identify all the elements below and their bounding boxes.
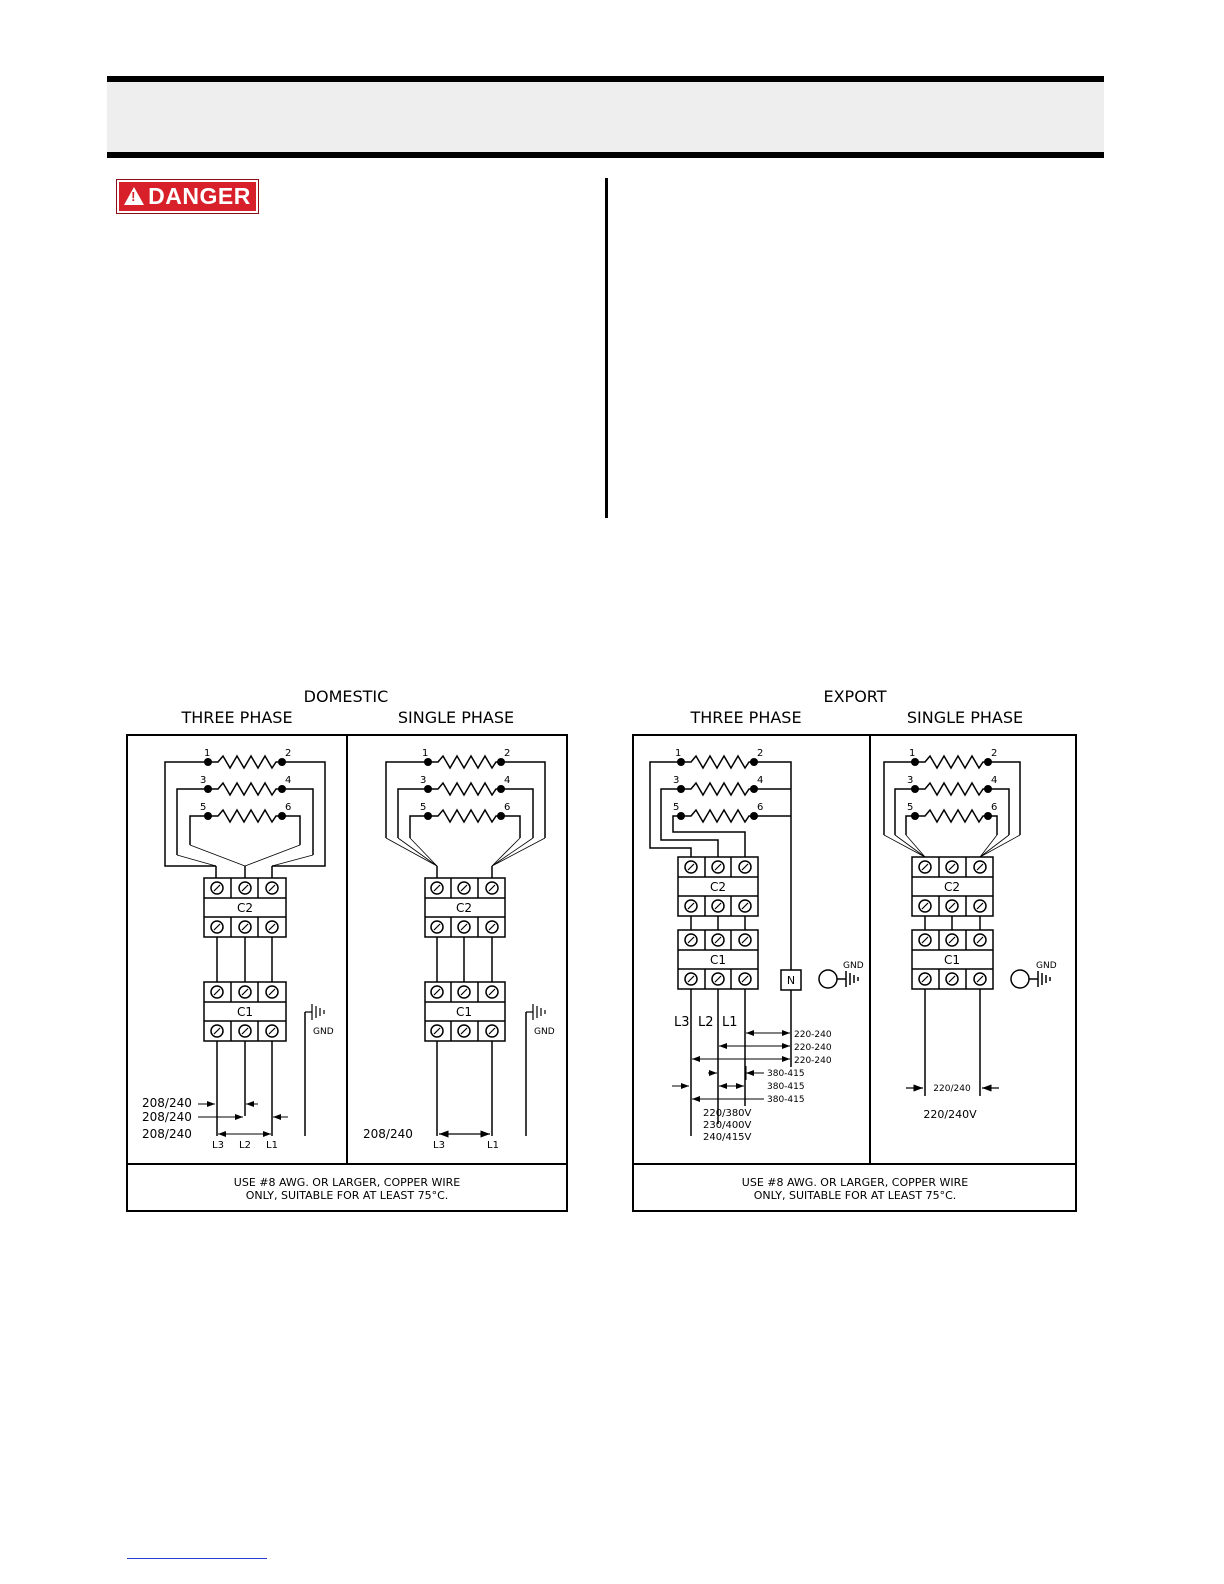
e3-c1-label: C1 xyxy=(709,953,727,967)
d3-element-2: 2 xyxy=(285,748,292,759)
e1-element-5: 5 xyxy=(907,802,914,813)
d1-element-6: 6 xyxy=(504,802,511,813)
e3-ll-voltage-2: 380-415 xyxy=(767,1082,805,1092)
e3-line-l1: L1 xyxy=(722,1015,738,1030)
e3-system-voltage-1: 220/380V xyxy=(703,1108,752,1119)
e1-element-4: 4 xyxy=(991,775,998,786)
domestic-3ph-elements xyxy=(165,756,325,878)
d3-element-3: 3 xyxy=(200,775,207,786)
e3-element-3: 3 xyxy=(673,775,680,786)
domestic-note-line2: ONLY, SUITABLE FOR AT LEAST 75°C. xyxy=(245,1189,449,1202)
domestic-1ph-elements xyxy=(386,756,545,878)
e3-line-l2: L2 xyxy=(698,1015,714,1030)
e3-ln-voltage-1: 220-240 xyxy=(794,1030,832,1040)
domestic-single-phase-heading: SINGLE PHASE xyxy=(397,708,515,727)
d3-element-5: 5 xyxy=(200,802,207,813)
d1-line-l1: L1 xyxy=(487,1140,499,1151)
e3-c2-label: C2 xyxy=(709,880,727,894)
d1-c1-label: C1 xyxy=(455,1005,473,1019)
export-title: EXPORT xyxy=(823,687,887,706)
e1-voltage: 220/240 xyxy=(933,1084,971,1094)
e3-line-l3: L3 xyxy=(674,1015,690,1030)
e1-gnd-terminal xyxy=(1011,970,1029,988)
d1-element-2: 2 xyxy=(504,748,511,759)
e3-element-2: 2 xyxy=(757,748,764,759)
d3-line-l2: L2 xyxy=(239,1140,251,1151)
d1-element-4: 4 xyxy=(504,775,511,786)
d1-c2-label: C2 xyxy=(455,901,473,915)
e1-gnd-label: GND xyxy=(1036,961,1057,971)
d3-c2-label: C2 xyxy=(236,901,254,915)
d3-voltage-3: 208/240 xyxy=(142,1127,192,1141)
domestic-title: DOMESTIC xyxy=(303,687,389,706)
footer-link-underline[interactable] xyxy=(127,1558,267,1559)
danger-label: DANGER xyxy=(148,183,251,209)
e3-gnd-label: GND xyxy=(843,961,864,971)
e3-gnd-terminal xyxy=(819,970,837,988)
e1-element-1: 1 xyxy=(909,748,916,759)
export-three-phase-heading: THREE PHASE xyxy=(690,708,802,727)
d3-line-l1: L1 xyxy=(266,1140,278,1151)
e3-ln-voltage-2: 220-240 xyxy=(794,1043,832,1053)
e3-ll-voltage-3: 380-415 xyxy=(767,1095,805,1105)
e1-element-6: 6 xyxy=(991,802,998,813)
e1-element-2: 2 xyxy=(991,748,998,759)
d3-voltage-2: 208/240 xyxy=(142,1110,192,1124)
e1-element-3: 3 xyxy=(907,775,914,786)
d3-gnd-label: GND xyxy=(313,1027,334,1037)
domestic-three-phase-heading: THREE PHASE xyxy=(181,708,293,727)
e3-system-voltage-2: 230/400V xyxy=(703,1120,752,1131)
export-1ph-elements xyxy=(884,756,1020,857)
d3-element-6: 6 xyxy=(285,802,292,813)
d3-c1-label: C1 xyxy=(236,1005,254,1019)
d3-voltage-1: 208/240 xyxy=(142,1096,192,1110)
domestic-note-line1: USE #8 AWG. OR LARGER, COPPER WIRE xyxy=(233,1176,461,1189)
d3-line-l3: L3 xyxy=(212,1140,224,1151)
d1-gnd-label: GND xyxy=(534,1027,555,1037)
d1-line-l3: L3 xyxy=(433,1140,445,1151)
d3-element-1: 1 xyxy=(204,748,211,759)
e3-ll-voltage-1: 380-415 xyxy=(767,1069,805,1079)
e3-element-6: 6 xyxy=(757,802,764,813)
d1-element-3: 3 xyxy=(420,775,427,786)
e1-c1-label: C1 xyxy=(943,953,961,967)
export-single-phase-heading: SINGLE PHASE xyxy=(906,708,1024,727)
e3-ln-voltage-3: 220-240 xyxy=(794,1056,832,1066)
e3-system-voltage-3: 240/415V xyxy=(703,1132,752,1143)
e1-system-voltage: 220/240V xyxy=(923,1108,977,1121)
e3-neutral-label: N xyxy=(786,974,796,987)
e3-element-5: 5 xyxy=(673,802,680,813)
d1-voltage: 208/240 xyxy=(363,1127,413,1141)
d3-element-4: 4 xyxy=(285,775,292,786)
d1-element-5: 5 xyxy=(420,802,427,813)
export-note-line1: USE #8 AWG. OR LARGER, COPPER WIRE xyxy=(741,1176,969,1189)
e3-element-4: 4 xyxy=(757,775,764,786)
e3-element-1: 1 xyxy=(675,748,682,759)
d1-element-1: 1 xyxy=(422,748,429,759)
e1-c2-label: C2 xyxy=(943,880,961,894)
export-note-line2: ONLY, SUITABLE FOR AT LEAST 75°C. xyxy=(753,1189,957,1202)
